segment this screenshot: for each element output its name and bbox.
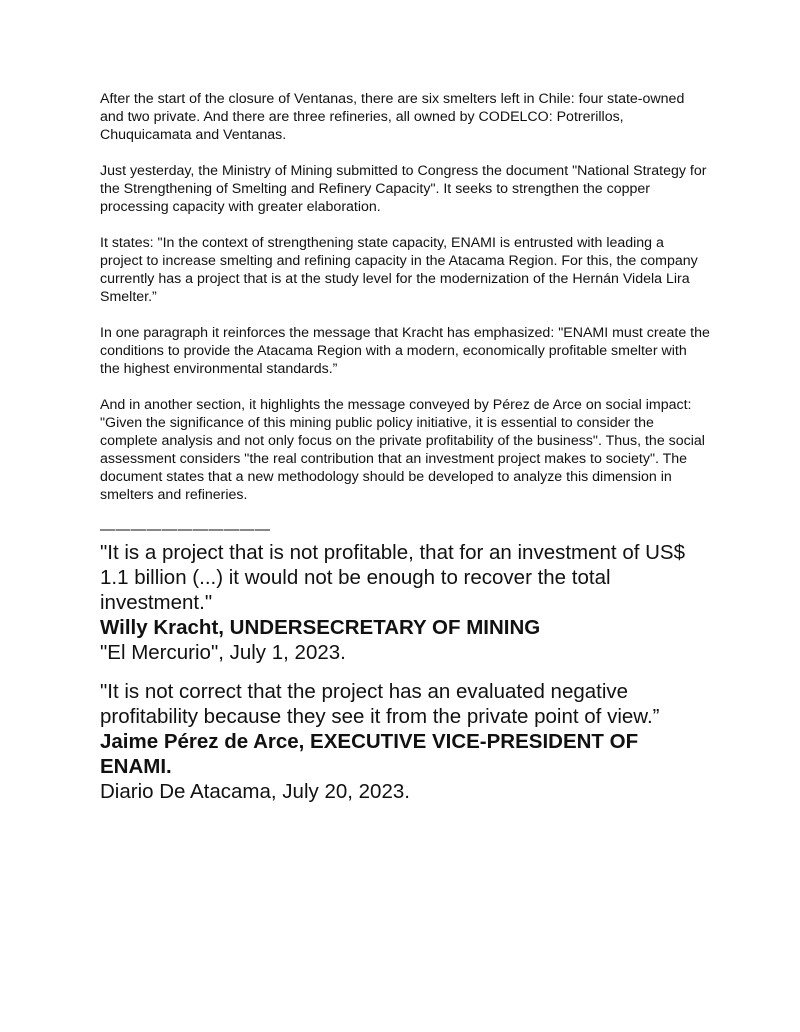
quote-source: Diario De Atacama, July 20, 2023. — [100, 780, 410, 803]
quote-block-perez-de-arce — [100, 679, 710, 804]
quote-author: Willy Kracht, UNDERSECRETARY OF MINING — [100, 616, 541, 639]
paragraph-enami-project: It states: "In the context of strengthening state capacity, ENAMI is entrusted with leading a project to increase smelting and refining capacity in the Atacama Region. For this, the company currently has a project that is at the study level for the modernization of the Hernán Videla Lira Smelter.” — [100, 235, 698, 305]
quote-author: Jaime Pérez de Arce, EXECUTIVE VICE-PRESIDENT OF ENAMI. — [100, 730, 639, 778]
separator-line: ——————————— — [100, 521, 271, 538]
document-page — [100, 90, 710, 818]
quote-text: "It is a project that is not profitable, that for an investment of US$ 1.1 billion (...) it would not be enough to recover the total investment." — [100, 541, 685, 614]
quote-source: "El Mercurio", July 1, 2023. — [100, 641, 346, 664]
quote-text: "It is not correct that the project has an evaluated negative profitability because they see it from the private point of view.” — [100, 680, 660, 728]
paragraph-kracht-message: In one paragraph it reinforces the message that Kracht has emphasized: "ENAMI must create the conditions to provide the Atacama Region with a modern, economically profitable smelter with the highest environmental standards.” — [100, 325, 710, 377]
paragraph-national-strategy: Just yesterday, the Ministry of Mining submitted to Congress the document "National Strategy for the Strengthening of Smelting and Refinery Capacity". It seeks to strengthen the copper processing capacity with greater elaboration. — [100, 163, 707, 215]
paragraph-social-impact: And in another section, it highlights the message conveyed by Pérez de Arce on social impact: "Given the significance of this mining public policy initiative, it is essential to consider the complete analysis and not only focus on the private profitability of the business". Thus, the social assessment considers "the real contribution that an investment project makes to society". The document states that a new methodology should be developed to analyze this dimension in smelters and refineries. — [100, 397, 705, 503]
quote-block-kracht — [100, 540, 710, 665]
paragraph-smelters: After the start of the closure of Ventanas, there are six smelters left in Chile: four state-owned and two private. And there are three refineries, all owned by CODELCO: Potrerillos, Chuquicamata and Ventanas. — [100, 91, 685, 143]
